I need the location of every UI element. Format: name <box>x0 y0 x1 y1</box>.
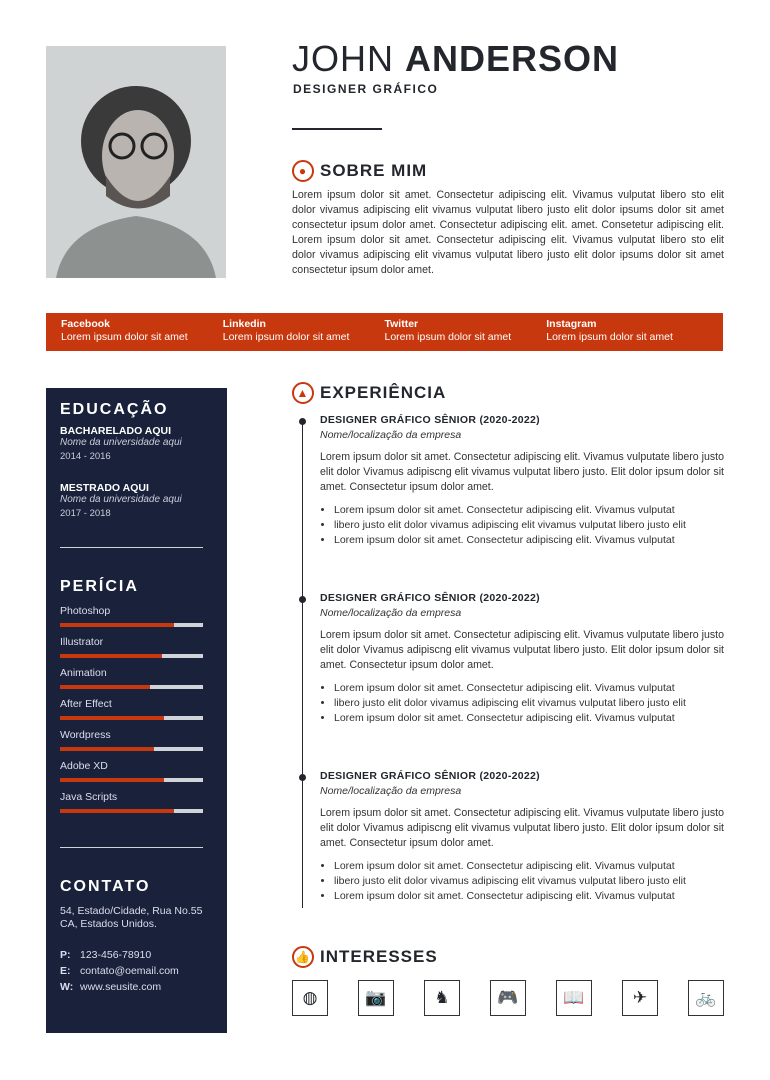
skill-item <box>60 729 213 751</box>
skill-bar <box>60 623 203 627</box>
job-bullet: • libero justo elit dolor vivamus adipiscing elit vivamus vulputat libero justo elit <box>334 696 724 711</box>
skill-bar-fill <box>60 654 162 658</box>
skill-item <box>60 667 213 689</box>
skill-bar-fill <box>60 716 164 720</box>
school: Nome da universidade aqui <box>60 494 182 505</box>
profile-photo <box>46 46 226 278</box>
skill-bar <box>60 685 203 689</box>
skill-bar-fill <box>60 623 174 627</box>
sidebar <box>46 388 227 1033</box>
skill-bar <box>60 809 203 813</box>
interests-icons <box>292 980 724 1016</box>
user-icon: ● <box>292 160 314 182</box>
timeline-dot <box>299 596 306 603</box>
job-bullet: • libero justo elit dolor vivamus adipiscing elit vivamus vulputat libero justo elit <box>334 874 724 889</box>
skills-title: PERÍCIA <box>60 578 139 595</box>
job-entry <box>320 770 724 904</box>
job-bullet: • Lorem ipsum dolor sit amet. Consectetur adipiscing elit. Vivamus vulputat <box>334 711 724 726</box>
job-description: Lorem ipsum dolor sit amet. Consectetur adipiscing elit. Vivamus vulputate libero justo elit dolor Vivamus adipiscng elit vivamus vulputat libero justo. Elit dolor ipsum dolor sit amet. Consectetur ipsum dolor amet. <box>320 451 724 493</box>
candidate-name: JOHN ANDERSON <box>292 38 620 79</box>
skill-item <box>60 791 213 813</box>
social-linkedin[interactable]: Linkedin Lorem ipsum dolor sit amet <box>222 318 350 343</box>
bicycle-icon: 🚲 <box>688 980 724 1016</box>
job-bullet: • Lorem ipsum dolor sit amet. Consectetur adipiscing elit. Vivamus vulputat <box>334 503 724 518</box>
skill-bar <box>60 716 203 720</box>
job-entry <box>320 414 724 548</box>
skill-name: Illustrator <box>60 636 104 648</box>
about-heading <box>292 160 427 182</box>
timeline-line <box>302 420 303 908</box>
timeline-dot <box>299 418 306 425</box>
school: Nome da universidade aqui <box>60 437 182 448</box>
job-bullet: • Lorem ipsum dolor sit amet. Consectetur adipiscing elit. Vivamus vulputat <box>334 889 724 904</box>
job-bullet: • Lorem ipsum dolor sit amet. Consectetur adipiscing elit. Vivamus vulputat <box>334 533 724 548</box>
divider <box>292 128 382 130</box>
contact-title: CONTATO <box>60 878 151 895</box>
social-twitter[interactable]: Twitter Lorem ipsum dolor sit amet <box>384 318 512 343</box>
skill-bar-fill <box>60 685 150 689</box>
skill-name: Photoshop <box>60 605 111 617</box>
education-title: EDUCAÇÃO <box>60 401 169 418</box>
skill-name: Java Scripts <box>60 791 118 803</box>
chess-knight-icon: ♞ <box>424 980 460 1016</box>
skill-name: After Effect <box>60 698 112 710</box>
degree: BACHARELADO AQUI <box>60 425 172 437</box>
skills-list <box>60 605 213 813</box>
interests-heading <box>292 946 438 968</box>
skill-bar-fill <box>60 747 154 751</box>
airplane-icon: ✈ <box>622 980 658 1016</box>
job-title: DESIGNER GRÁFICO SÊNIOR (2020-2022) <box>320 770 540 782</box>
skill-name: Adobe XD <box>60 760 108 772</box>
skill-name: Animation <box>60 667 107 679</box>
skill-bar <box>60 747 203 751</box>
book-icon: 📖 <box>556 980 592 1016</box>
skill-item <box>60 605 213 627</box>
company: Nome/localização da empresa <box>320 607 462 619</box>
phone: P: 123-456-78910 <box>60 949 152 961</box>
skill-bar <box>60 778 203 782</box>
volleyball-icon: ◍ <box>292 980 328 1016</box>
job-title: DESIGNER GRÁFICO SÊNIOR (2020-2022) <box>320 414 540 426</box>
graduation-cap-icon: ▲ <box>292 382 314 404</box>
thumbs-up-icon: 👍 <box>292 946 314 968</box>
company: Nome/localização da empresa <box>320 785 462 797</box>
skill-item <box>60 636 213 658</box>
skill-name: Wordpress <box>60 729 111 741</box>
timeline-dot <box>299 774 306 781</box>
education-item <box>60 425 213 462</box>
degree: MESTRADO AQUI <box>60 482 149 494</box>
job-bullet: • Lorem ipsum dolor sit amet. Consectetur adipiscing elit. Vivamus vulputat <box>334 859 724 874</box>
experience-heading <box>292 382 446 404</box>
gamepad-icon: 🎮 <box>490 980 526 1016</box>
job-description: Lorem ipsum dolor sit amet. Consectetur adipiscing elit. Vivamus vulputate libero justo elit dolor Vivamus adipiscng elit vivamus vulputat libero justo. Elit dolor ipsum dolor sit amet. Consectetur ipsum dolor amet. <box>320 807 724 849</box>
social-bar <box>46 313 723 351</box>
job-description: Lorem ipsum dolor sit amet. Consectetur adipiscing elit. Vivamus vulputate libero justo elit dolor Vivamus adipiscng elit vivamus vulputat libero justo. Elit dolor ipsum dolor sit amet. Consectetur ipsum dolor amet. <box>320 629 724 671</box>
about-text: Lorem ipsum dolor sit amet. Consectetur adipiscing elit. Vivamus vulputat libero sto elit dolor vivamus adipiscing elit vivamus vulputat libero justo elit dolor ipsums dolor sit amet consectetur ipsum dolor amet. Consectetur adipiscing elit. amet. Consetetur adipiscing elit. Lorem ipsum dolor sit amet. Consectetur adipiscing elit. Vivamus vulputat libero sto elit dolor vivamus adipiscing elit vivamus vulputat libero justo elit dolor ipsums dolor sit amet consectetur ipsum dolor amet. <box>292 189 724 276</box>
divider <box>60 547 203 548</box>
years: 2017 - 2018 <box>60 508 111 519</box>
camera-icon: 📷 <box>358 980 394 1016</box>
social-instagram[interactable]: Instagram Lorem ipsum dolor sit amet <box>546 318 673 343</box>
divider <box>60 847 203 848</box>
skill-bar-fill <box>60 778 164 782</box>
job-bullet: • Lorem ipsum dolor sit amet. Consectetur adipiscing elit. Vivamus vulputat <box>334 681 724 696</box>
job-bullet: • libero justo elit dolor vivamus adipiscing elit vivamus vulputat libero justo elit <box>334 518 724 533</box>
contact-details <box>60 947 213 995</box>
education-item <box>60 482 213 519</box>
address: 54, Estado/Cidade, Rua No.55 CA, Estados Unidos. <box>60 905 203 930</box>
job-title: DESIGNER GRÁFICO SÊNIOR (2020-2022) <box>320 592 540 604</box>
experience-title: EXPERIÊNCIA <box>320 383 447 402</box>
social-facebook[interactable]: Facebook Lorem ipsum dolor sit amet <box>61 318 188 343</box>
job-role: DESIGNER GRÁFICO <box>293 82 439 96</box>
interests-title: INTERESSES <box>320 947 438 966</box>
website[interactable]: W: www.seusite.com <box>60 981 162 993</box>
skill-bar-fill <box>60 809 174 813</box>
job-entry <box>320 592 724 726</box>
skill-item <box>60 698 213 720</box>
skill-bar <box>60 654 203 658</box>
skill-item <box>60 760 213 782</box>
about-title: SOBRE MIM <box>320 161 428 180</box>
email[interactable]: E: contato@oemail.com <box>60 965 179 977</box>
years: 2014 - 2016 <box>60 451 111 462</box>
company: Nome/localização da empresa <box>320 429 462 441</box>
